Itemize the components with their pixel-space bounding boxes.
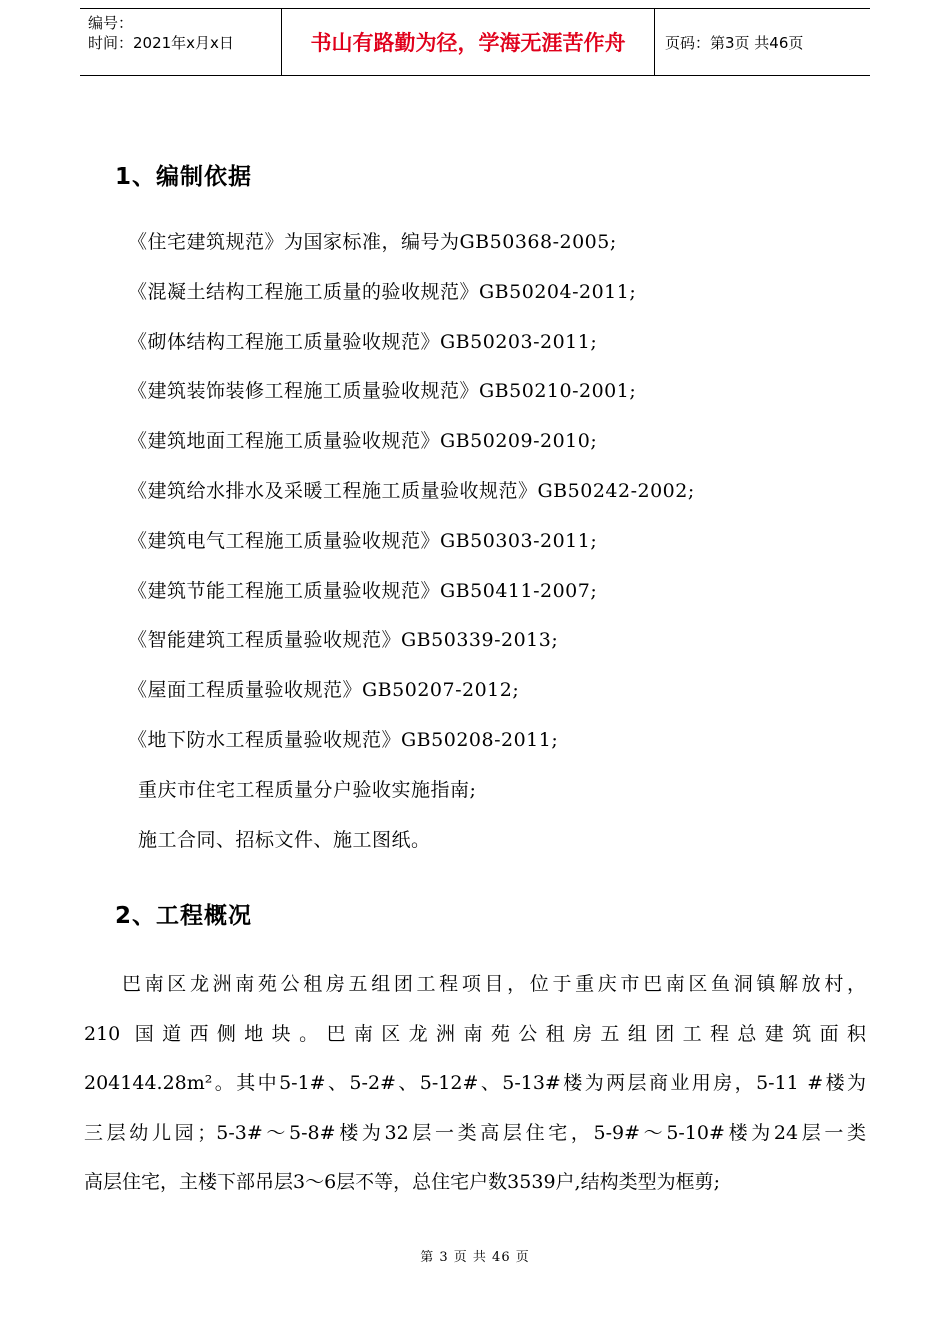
list-item: 《混凝土结构工程施工质量的验收规范》GB50204-2011;: [128, 280, 637, 303]
page-footer: 第 3 页 共 46 页: [420, 1250, 530, 1265]
paragraph-line: 巴南区龙洲南苑公租房五组团工程项目，位于重庆市巴南区鱼洞镇解放村，: [122, 973, 866, 995]
overview-paragraph: [84, 960, 866, 1208]
list-item: 《建筑给水排水及采暖工程施工质量验收规范》GB50242-2002;: [128, 479, 695, 502]
list-item: 《地下防水工程质量验收规范》GB50208-2011;: [128, 728, 559, 751]
reference-list: [128, 224, 695, 871]
list-item: 《屋面工程质量验收规范》GB50207-2012;: [128, 679, 520, 702]
header-meta: [80, 9, 281, 75]
list-item: 《建筑电气工程施工质量验收规范》GB50303-2011;: [128, 529, 598, 552]
section-title-overview: 2、工程概况: [115, 903, 253, 929]
list-item: 《住宅建筑规范》为国家标准，编号为GB50368-2005;: [128, 231, 617, 253]
list-item: 《建筑装饰装修工程施工质量验收规范》GB50210-2001;: [128, 380, 637, 403]
section-title-basis: 1、编制依据: [115, 164, 253, 190]
paragraph-line: 204144.28m²。其中5-1#、5-2#、5-12#、5-13#楼为两层商业用房，5-11 #楼为: [84, 1072, 866, 1094]
list-item: 施工合同、招标文件、施工图纸。: [138, 828, 431, 851]
list-item: 《智能建筑工程质量验收规范》GB50339-2013;: [128, 629, 559, 652]
header-page-info: 页码：第3页 共46页: [665, 33, 804, 52]
paragraph-line: 高层住宅，主楼下部吊层3～6层不等，总住宅户数3539户,结构类型为框剪;: [84, 1171, 720, 1193]
list-item: 《建筑地面工程施工质量验收规范》GB50209-2010;: [128, 430, 598, 453]
paragraph-line: 210 国道西侧地块。巴南区龙洲南苑公租房五组团工程总建筑面积: [84, 1022, 866, 1045]
serial-label: 编号：: [88, 14, 134, 32]
paragraph-line: 三层幼儿园；5-3#～5-8#楼为32层一类高层住宅，5-9#～5-10#楼为24层一类: [84, 1121, 866, 1144]
list-item: 重庆市住宅工程质量分户验收实施指南;: [138, 778, 477, 801]
header-slogan: 书山有路勤为径，学海无涯苦作舟: [281, 9, 655, 75]
list-item: 《建筑节能工程施工质量验收规范》GB50411-2007;: [128, 579, 598, 602]
time-label: 时间：2021年x月x日: [88, 34, 234, 52]
page-header: [80, 8, 870, 76]
list-item: 《砌体结构工程施工质量验收规范》GB50203-2011;: [128, 330, 598, 353]
